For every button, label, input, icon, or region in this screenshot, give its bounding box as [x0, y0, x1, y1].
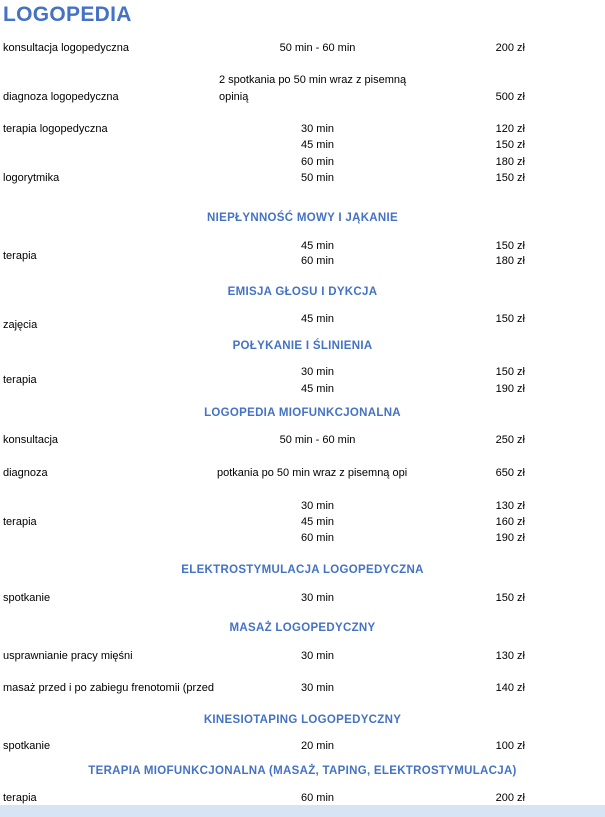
row-label: diagnoza	[3, 467, 48, 479]
row-duration: 45 min	[300, 313, 335, 325]
row-price: 150 zł	[495, 313, 525, 325]
row-label: masaż przed i po zabiegu frenotomii (przed	[3, 682, 214, 694]
row-duration: 50 min - 60 min	[279, 434, 356, 446]
row-price: 150 zł	[495, 139, 525, 151]
row-price: 140 zł	[495, 682, 525, 694]
section-heading: LOGOPEDIA MIOFUNKCJONALNA	[204, 407, 401, 419]
row-label: logorytmika	[3, 172, 60, 184]
row-duration: 60 min	[300, 255, 335, 267]
row-duration: 45 min	[300, 383, 335, 395]
section-heading: TERAPIA MIOFUNKCJONALNA (MASAŻ, TAPING, ELEKTROSTYMULACJA)	[88, 765, 517, 777]
row-duration: opinią	[219, 91, 249, 103]
section-heading: EMISJA GŁOSU I DYKCJA	[227, 286, 378, 298]
row-duration: 60 min	[300, 532, 335, 544]
row-label: konsultacja	[3, 434, 59, 446]
row-price: 130 zł	[495, 500, 525, 512]
section-heading: NIEPŁYNNOŚĆ MOWY I JĄKANIE	[207, 212, 398, 224]
row-price: 150 zł	[495, 592, 525, 604]
row-price: 190 zł	[495, 532, 525, 544]
row-price: 160 zł	[495, 516, 525, 528]
row-duration: 30 min	[300, 123, 335, 135]
row-duration: 30 min	[300, 366, 335, 378]
bottom-band	[0, 805, 605, 817]
section-heading: POŁYKANIE I ŚLINIENIA	[232, 340, 373, 352]
row-duration: 30 min	[300, 500, 335, 512]
row-duration: 20 min	[300, 740, 335, 752]
row-duration: 45 min	[300, 240, 335, 252]
row-label: konsultacja logopedyczna	[3, 42, 129, 54]
row-price: 180 zł	[495, 255, 525, 267]
row-label: usprawnianie pracy mięśni	[3, 650, 133, 662]
row-duration: 50 min	[300, 172, 335, 184]
row-price: 180 zł	[495, 156, 525, 168]
row-label: terapia	[3, 516, 37, 528]
row-label: diagnoza logopedyczna	[3, 91, 119, 103]
row-price: 190 zł	[495, 383, 525, 395]
row-duration: 30 min	[300, 592, 335, 604]
row-duration: 45 min	[300, 516, 335, 528]
row-price: 150 zł	[495, 240, 525, 252]
row-duration: potkania po 50 min wraz z pisemną opi	[217, 467, 408, 479]
row-duration: 60 min	[300, 156, 335, 168]
row-label: zajęcia	[3, 319, 38, 331]
section-heading: KINESIOTAPING LOGOPEDYCZNY	[203, 714, 402, 726]
row-duration: 60 min	[300, 792, 335, 804]
row-price: 130 zł	[495, 650, 525, 662]
row-duration: 30 min	[300, 682, 335, 694]
row-price: 250 zł	[495, 434, 525, 446]
row-price: 200 zł	[495, 42, 525, 54]
row-label: terapia logopedyczna	[3, 123, 108, 135]
row-duration: 30 min	[300, 650, 335, 662]
row-price: 100 zł	[495, 740, 525, 752]
row-price: 150 zł	[495, 172, 525, 184]
row-price: 500 zł	[495, 91, 525, 103]
section-heading: ELEKTROSTYMULACJA LOGOPEDYCZNA	[181, 564, 424, 576]
row-label: terapia	[3, 374, 37, 386]
row-price: 650 zł	[495, 467, 525, 479]
section-heading: MASAŻ LOGOPEDYCZNY	[229, 622, 376, 634]
row-price: 200 zł	[495, 792, 525, 804]
row-label: terapia	[3, 250, 37, 262]
row-duration: 50 min - 60 min	[279, 42, 356, 54]
row-label: spotkanie	[3, 592, 51, 604]
row-duration: 45 min	[300, 139, 335, 151]
row-label: terapia	[3, 792, 37, 804]
row-price: 120 zł	[495, 123, 525, 135]
page-title: LOGOPEDIA	[3, 3, 132, 26]
row-price: 150 zł	[495, 366, 525, 378]
row-label: spotkanie	[3, 740, 51, 752]
row-duration: 2 spotkania po 50 min wraz z pisemną	[219, 74, 407, 86]
